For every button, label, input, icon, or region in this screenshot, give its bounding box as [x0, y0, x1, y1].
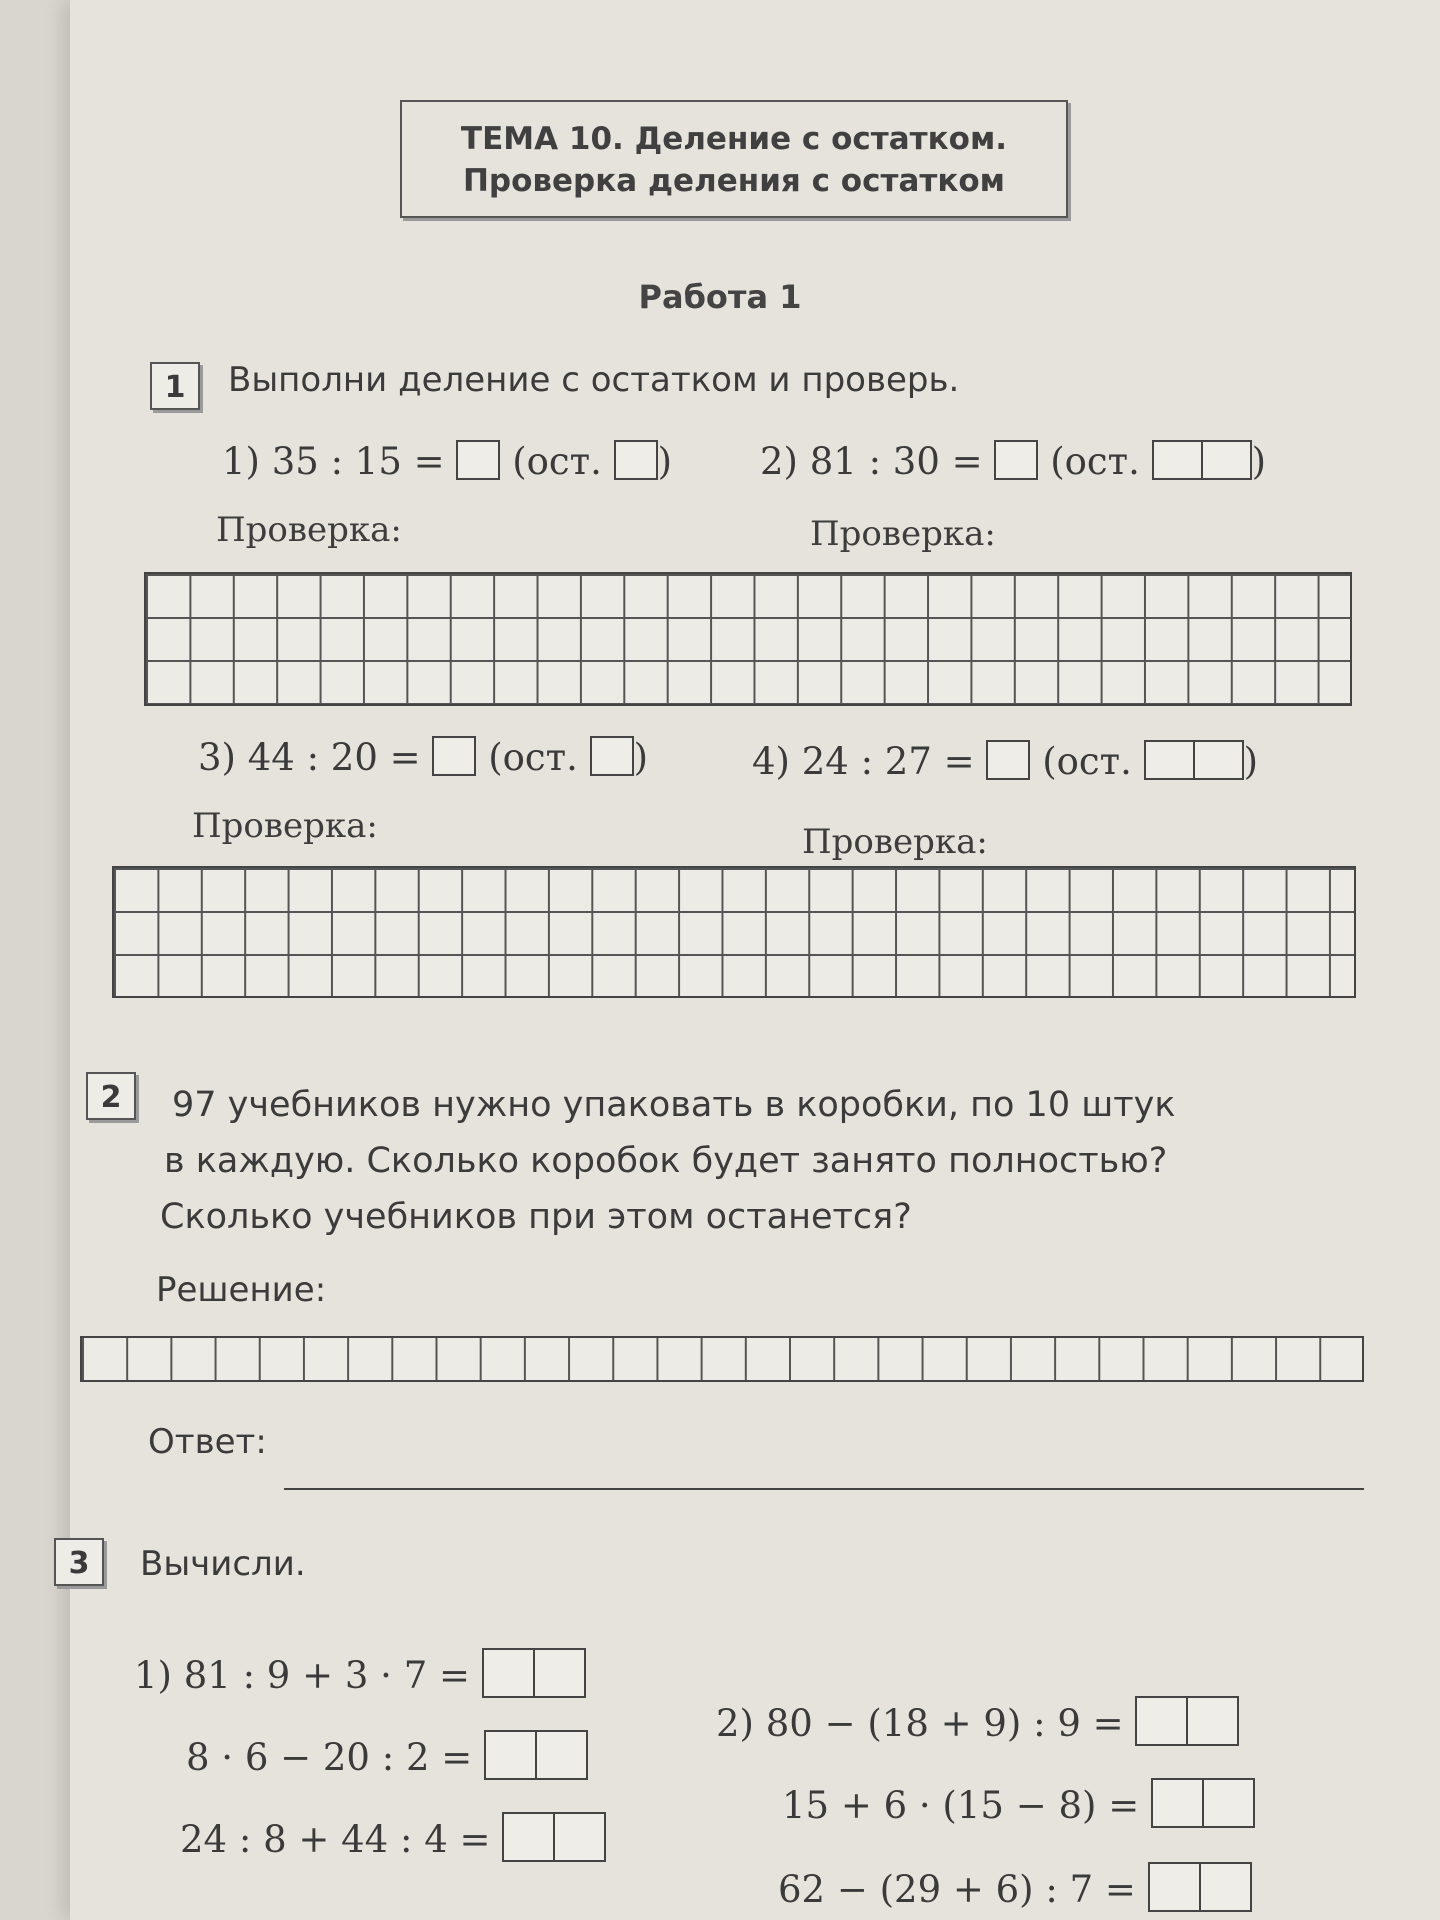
task1-item-2	[760, 440, 1266, 483]
task-number-3: 3	[54, 1538, 104, 1586]
item4-close-paren: )	[1243, 740, 1259, 783]
item2-quotient-box[interactable]	[994, 440, 1038, 480]
item1-quotient-box[interactable]	[456, 440, 500, 480]
expr-1-1: 1) 81 : 9 + 3 · 7 =	[134, 1654, 470, 1697]
solution-cells[interactable]	[80, 1336, 1364, 1382]
check-grid-2[interactable]	[112, 866, 1356, 998]
answer-label: Ответ:	[148, 1422, 267, 1462]
item2-close-paren: )	[1251, 440, 1267, 483]
task1-text: Выполни деление с остатком и проверь.	[228, 360, 960, 400]
item4-quotient-box[interactable]	[986, 740, 1030, 780]
task3-col1-row1	[134, 1648, 586, 1698]
item1-remainder-box[interactable]	[614, 440, 658, 480]
item1-close-paren: )	[657, 440, 673, 483]
answer-box-1-2[interactable]	[484, 1730, 588, 1780]
check-label-3: Проверка:	[192, 806, 378, 846]
task-number-2: 2	[86, 1072, 136, 1120]
task1-item-3	[198, 736, 648, 779]
expr-2-1: 2) 80 − (18 + 9) : 9 =	[716, 1702, 1124, 1745]
expr-2-3: 62 − (29 + 6) : 7 =	[778, 1868, 1136, 1911]
answer-box-2-3[interactable]	[1148, 1862, 1252, 1912]
answer-box-1-1[interactable]	[482, 1648, 586, 1698]
answer-box-2-2[interactable]	[1151, 1778, 1255, 1828]
item4-remainder-label: (ост.	[1042, 740, 1132, 783]
check-grid-1[interactable]	[144, 572, 1352, 706]
task1-item-1	[222, 440, 672, 483]
answer-box-1-3[interactable]	[502, 1812, 606, 1862]
topic-title-box	[400, 100, 1068, 218]
item2-remainder-label: (ост.	[1050, 440, 1140, 483]
item3-expression: 3) 44 : 20 =	[198, 736, 421, 779]
task3-col2-row1	[716, 1696, 1239, 1746]
solution-label: Решение:	[156, 1270, 327, 1310]
item2-expression: 2) 81 : 30 =	[760, 440, 983, 483]
item3-close-paren: )	[633, 736, 649, 779]
task3-col2-row2	[782, 1778, 1255, 1828]
item3-quotient-box[interactable]	[432, 736, 476, 776]
task3-col2-row3	[778, 1862, 1252, 1912]
task2-line3: Сколько учебников при этом останется?	[160, 1197, 912, 1237]
answer-line[interactable]	[284, 1488, 1364, 1490]
task-number-1: 1	[150, 362, 200, 410]
item4-expression: 4) 24 : 27 =	[752, 740, 975, 783]
check-label-2: Проверка:	[810, 514, 996, 554]
expr-1-3: 24 : 8 + 44 : 4 =	[180, 1818, 491, 1861]
item3-remainder-box[interactable]	[590, 736, 634, 776]
task2-line1: 97 учебников нужно упаковать в коробки, по 10 штук	[172, 1085, 1176, 1125]
item3-remainder-label: (ост.	[488, 736, 578, 779]
expr-1-2: 8 · 6 − 20 : 2 =	[186, 1736, 473, 1779]
item1-remainder-label: (ост.	[512, 440, 602, 483]
task2-line2: в каждую. Сколько коробок будет занято полностью?	[164, 1141, 1168, 1181]
work-heading: Работа 1	[638, 278, 802, 316]
check-label-4: Проверка:	[802, 822, 988, 862]
topic-title-line1: ТЕМА 10. Деление с остатком.	[460, 121, 1008, 157]
answer-box-2-1[interactable]	[1135, 1696, 1239, 1746]
item4-remainder-box[interactable]	[1144, 740, 1244, 780]
item2-remainder-box[interactable]	[1152, 440, 1252, 480]
check-label-1: Проверка:	[216, 510, 402, 550]
task3-text: Вычисли.	[140, 1544, 306, 1584]
task1-item-4	[752, 740, 1258, 783]
task3-col1-row2	[186, 1730, 588, 1780]
task3-col1-row3	[180, 1812, 606, 1862]
item1-expression: 1) 35 : 15 =	[222, 440, 445, 483]
expr-2-2: 15 + 6 · (15 − 8) =	[782, 1784, 1140, 1827]
topic-title-line2: Проверка деления с остатком	[462, 163, 1005, 199]
